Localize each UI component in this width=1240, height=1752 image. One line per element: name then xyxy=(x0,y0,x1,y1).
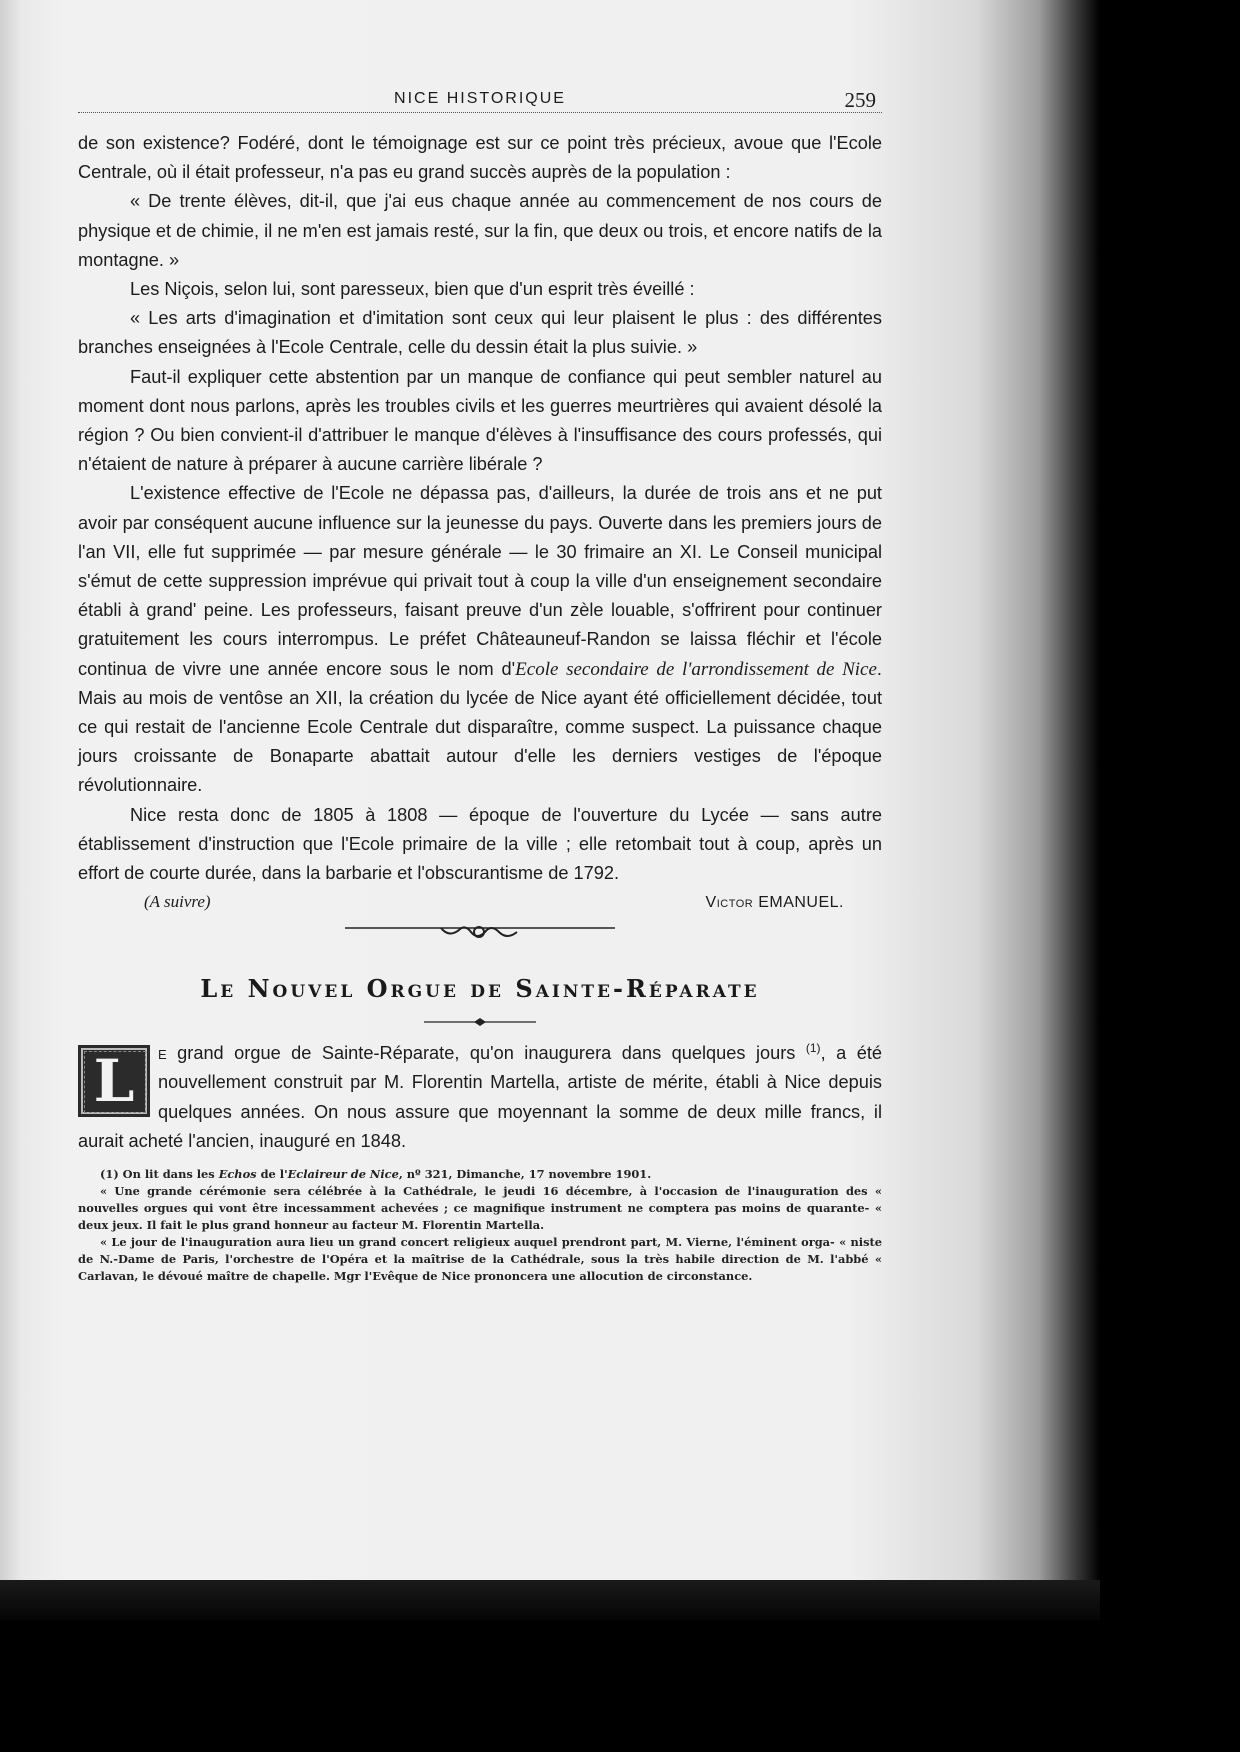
text-run: L'existence effective de l'Ecole ne dépassa pas, d'ailleurs, la durée de trois ans et ne put avoir par conséquent aucune influence sur la jeunesse du pays. Ouverte dans les premiers jours de l'an VII, elle fut supprimée — par mesure générale — le 30 frimaire an XI. Le Conseil municipal s'émut de cette suppression imprévue qui privait tout à coup la ville d'un enseignement secondaire établi à grand' peine. Les professeurs, faisant preuve d'un zèle louable, s'offrirent pour continuer gratuitement les cours interrompus. Le préfet Châteauneuf-Randon se laissa fléchir et l'école continua de vivre une année encore sous le nom d' xyxy=(78,483,882,679)
author-last-name: EMANUEL. xyxy=(758,894,844,912)
text-run: (1) On lit dans les xyxy=(100,1167,219,1182)
ornament-divider xyxy=(345,920,615,944)
article-body xyxy=(78,1039,882,1156)
paragraph xyxy=(78,479,882,800)
author-name xyxy=(706,894,844,912)
newspaper-name: Eclaireur de Nice xyxy=(287,1167,399,1182)
footnote-quote: « Le jour de l'inauguration aura lieu un grand concert religieux auquel prendront part, M. Vierne, l'éminent orga- « niste de N.-Dame de Paris, l'orchestre de l'Opéra et la maîtrise de la Cathédrale, sous la très habile direction de M. l'abbé « Carlavan, le dévoué maître de chapelle. Mgr l'Evêque de Nice prononcera une allocution de circonstance. xyxy=(78,1235,882,1284)
paragraph: Les Niçois, selon lui, sont paresseux, bien que d'un esprit très éveillé : xyxy=(130,279,695,300)
paragraph: Nice resta donc de 1805 à 1808 — époque de l'ouverture du Lycée — sans autre établissement d'instruction que l'Ecole primaire de la ville ; elle retombait tout à coup, après un effort de courte durée, dans la barbarie et l'obscurantisme de 1792. xyxy=(78,804,882,884)
running-title: NICE HISTORIQUE xyxy=(394,90,566,107)
quote-paragraph: « Les arts d'imagination et d'imitation sont ceux qui leur plaisent le plus : des différentes branches enseignées à l'Ecole Centrale, celle du dessin était la plus suivie. » xyxy=(78,308,882,358)
italic-school-name: Ecole secondaire de l'arrondissement de Nice xyxy=(515,658,877,680)
paragraph: de son existence? Fodéré, dont le témoignage est sur ce point très précieux, avoue que l'Ecole Centrale, où il était professeur, n'a pas eu grand succès auprès de la population : xyxy=(78,133,882,183)
drop-cap-flourish xyxy=(84,1046,146,1115)
signature-line xyxy=(78,892,882,912)
footnote xyxy=(78,1166,882,1183)
scan-bottom-band xyxy=(0,1580,1100,1620)
page-number: 259 xyxy=(844,88,876,112)
first-word-rest: e xyxy=(158,1043,167,1064)
quote-paragraph: « De trente élèves, dit-il, que j'ai eus chaque année au commencement de nos cours de physique et de chimie, il ne m'en est jamais resté, sur la fin, que deux ou trois, et encore natifs de la montagne. » xyxy=(78,191,882,270)
footnote-quote: « Une grande cérémonie sera célébrée à la Cathédrale, le jeudi 16 décembre, à l'occasion de l'inauguration des « nouvelles orgues qui vont être incessamment achevées ; ce magnifique instrument ne comptera pas moins de quarante- « deux jeux. Il fait le plus grand honneur au facteur M. Florentin Martella. xyxy=(78,1184,882,1233)
to-be-continued: (A suivre) xyxy=(144,892,211,912)
italic-run: Echos xyxy=(218,1167,257,1182)
footnotes xyxy=(78,1166,882,1285)
footnote-ref: (1) xyxy=(805,1041,821,1056)
author-first-name: Victor xyxy=(705,894,754,912)
drop-cap-letter: L xyxy=(93,1046,135,1115)
page-edge-shadow xyxy=(1040,0,1100,1588)
text-run: de l' xyxy=(256,1167,288,1182)
paragraph: Faut-il expliquer cette abstention par un manque de confiance qui peut sembler naturel au moment dont nous parlons, après les troubles civils et les guerres meurtrières qui avaient désolé la région ? Ou bien convient-il d'attribuer le manque d'élèves à l'insuffisance des cours professés, qui n'étaient de nature à préparer à aucune carrière libérale ? xyxy=(78,366,882,475)
text-run: grand orgue de Sainte-Réparate, qu'on inaugurera dans quelques jours xyxy=(166,1043,806,1064)
running-head xyxy=(78,84,882,113)
title-rule-ornament xyxy=(424,1017,536,1029)
text-run: , a été nouvellement construit par M. Florentin Martella, artiste de mérite, établi à Nice depuis quelques années. On nous assure que moyennant la somme de deux mille francs, il aurait acheté l'ancien, inauguré en 1848. xyxy=(78,1043,882,1151)
article-title: Le Nouvel Orgue de Sainte-Réparate xyxy=(200,974,760,1004)
text-run: . Mais au mois de ventôse an XII, la création du lycée de Nice ayant été officiellement décidée, tout ce qui restait de l'ancienne Ecole Centrale dut disparaître, comme suspect. La puissance chaque jours croissante de Bonaparte abattait autour d'elle les derniers vestiges de l'époque révolutionnaire. xyxy=(78,658,882,796)
drop-cap xyxy=(78,1045,150,1117)
text-run: , nº 321, Dimanche, 17 novembre 1901. xyxy=(398,1167,652,1182)
page-content xyxy=(78,84,882,1285)
article-continuation xyxy=(78,129,882,888)
